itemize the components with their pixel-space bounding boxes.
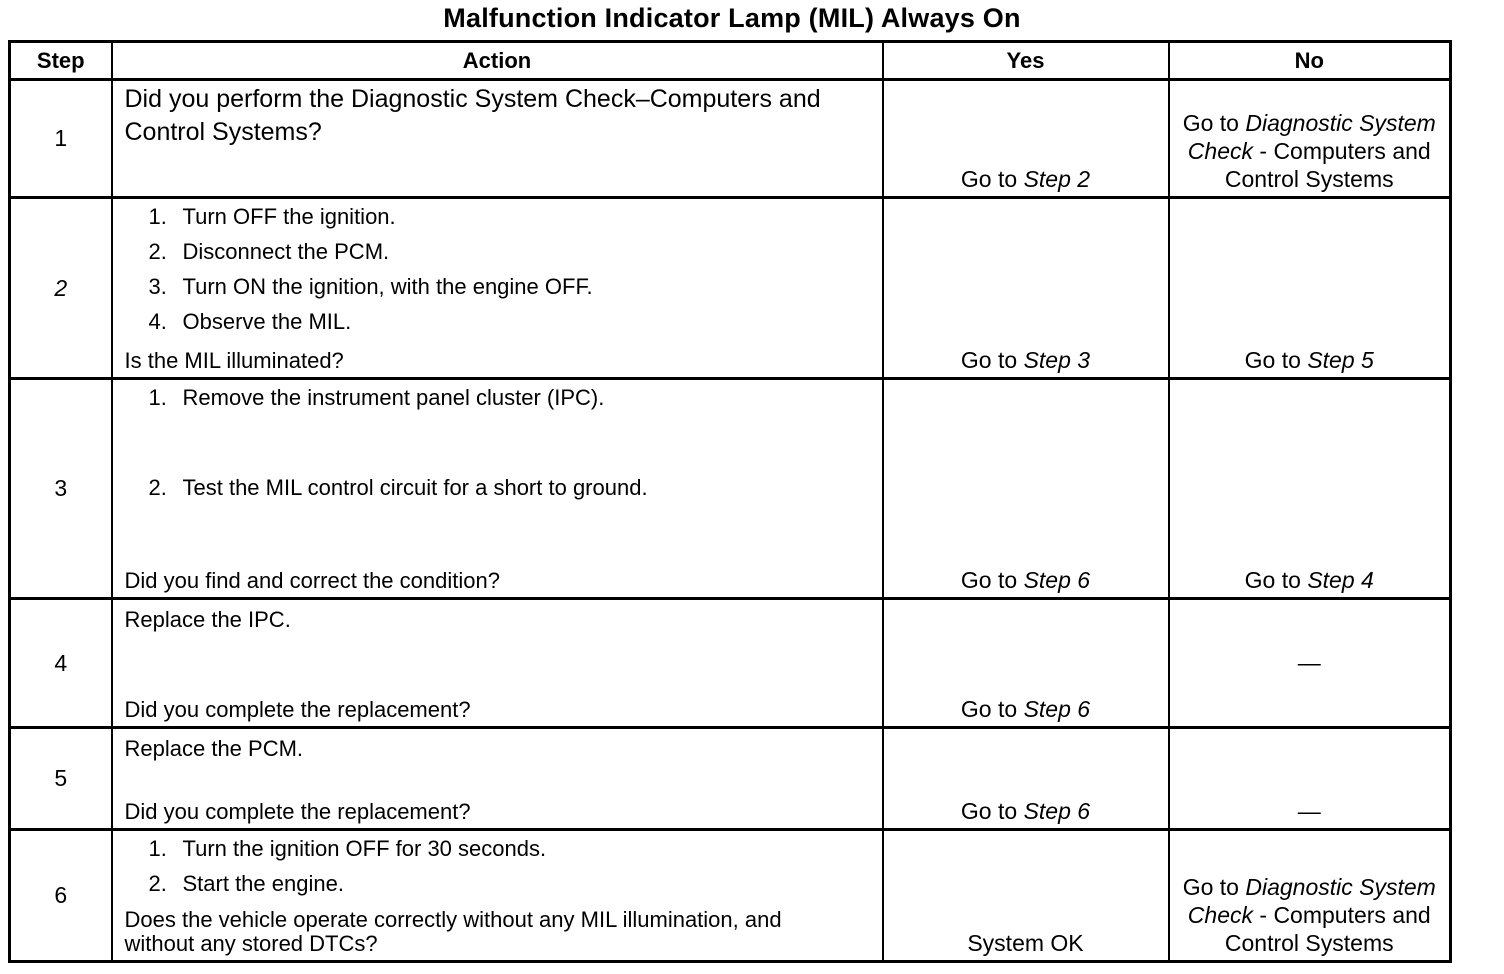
no-answer: — [1297,649,1321,676]
yes-answer: Go to Step 3 [960,347,1091,373]
list-item: 2. Test the MIL control circuit for a short to ground. [148,475,648,500]
step-number: 4 [10,599,112,728]
yes-cell [883,830,1169,962]
list-item: 4. Observe the MIL. [148,309,352,334]
question-text: Does the vehicle operate correctly without any MIL illumination, and without any stored DTCs? [124,907,782,956]
yes-answer: Go to Step 2 [960,166,1091,192]
header-step: Step [10,42,112,80]
no-answer: Go to Diagnostic System Check - Computers and Control Systems [1182,110,1436,192]
list-item: 1. Remove the instrument panel cluster (IPC). [148,385,605,410]
list-item: 2. Disconnect the PCM. [148,239,390,264]
question-text: Did you complete the replacement? [124,799,471,824]
action-text: Replace the PCM. [124,736,304,761]
header-action: Action [112,42,883,80]
list-item: 1. Turn OFF the ignition. [148,204,396,229]
action-text: Did you perform the Diagnostic System Check–Computers and Control Systems? [124,85,821,146]
substep-list [125,380,882,505]
step-number: 5 [10,728,112,830]
header-row [10,42,1451,80]
no-answer: Go to Step 5 [1244,347,1374,373]
action-text: Replace the IPC. [124,607,291,632]
question-text: Did you find and correct the condition? [124,568,500,593]
no-cell [1169,728,1451,830]
yes-answer: Go to Step 6 [960,798,1091,824]
header-no: No [1169,42,1451,80]
yes-cell [883,198,1169,379]
step-number: 6 [10,830,112,962]
yes-cell [883,379,1169,599]
table-row-step-1 [10,80,1451,198]
table-row-step-4 [10,599,1451,728]
no-cell [1169,198,1451,379]
yes-answer: System OK [967,930,1084,956]
question-text: Is the MIL illuminated? [124,348,344,373]
list-item: 1. Turn the ignition OFF for 30 seconds. [148,836,547,861]
list-item: 2. Start the engine. [148,871,344,896]
step-number: 1 [10,80,112,198]
no-cell [1169,599,1451,728]
action-cell [112,198,883,379]
table-row-step-3 [10,379,1451,599]
substep-list [125,831,882,901]
list-item: 3. Turn ON the ignition, with the engine OFF. [148,274,593,299]
yes-answer: Go to Step 6 [960,567,1091,593]
table-row-step-5 [10,728,1451,830]
substep-list [125,199,882,339]
no-answer: Go to Diagnostic System Check - Computers and Control Systems [1182,874,1436,956]
step-number: 2 [10,198,112,379]
action-cell [112,830,883,962]
yes-cell [883,599,1169,728]
yes-answer: Go to Step 6 [960,696,1091,722]
step-number: 3 [10,379,112,599]
no-cell [1169,830,1451,962]
header-yes: Yes [883,42,1169,80]
no-answer: Go to Step 4 [1244,567,1374,593]
table-row-step-6 [10,830,1451,962]
diagnostic-table [8,40,1452,963]
question-text: Did you complete the replacement? [124,697,471,722]
yes-cell [883,80,1169,198]
action-cell [112,80,883,198]
no-answer: — [1297,798,1321,824]
action-cell [112,728,883,830]
action-cell [112,379,883,599]
no-cell [1169,379,1451,599]
action-cell [112,599,883,728]
table-row-step-2 [10,198,1451,379]
no-cell [1169,80,1451,198]
page-title: Malfunction Indicator Lamp (MIL) Always On [443,3,1021,33]
yes-cell [883,728,1169,830]
